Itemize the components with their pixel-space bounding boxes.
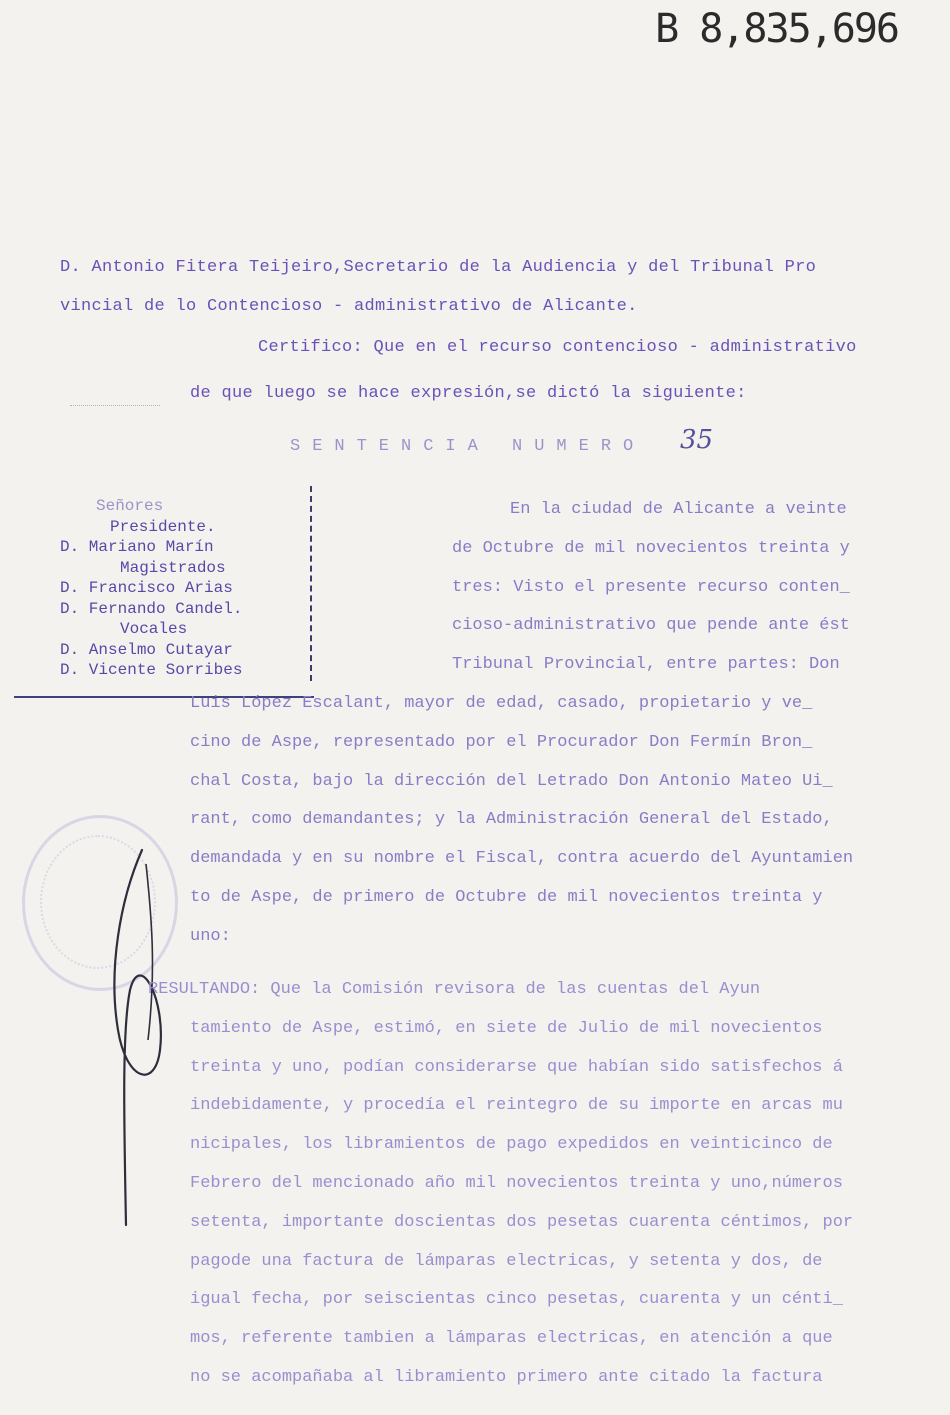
document-serial-number: B 8,835,696 — [655, 6, 898, 52]
resultando-line: treinta y uno, podían considerarse que habían sido satisfechos á — [190, 1057, 843, 1077]
header-line-1: D. Antonio Fitera Teijeiro,Secretario de la Audiencia y del Tribunal Pro — [60, 258, 817, 277]
tribunal-line: Vocales — [120, 620, 188, 638]
resultando-line: tamiento de Aspe, estimó, en siete de Julio de mil novecientos — [190, 1018, 823, 1038]
body-line: Tribunal Provincial, entre partes: Don — [452, 655, 840, 675]
resultando-line: RESULTANDO: Que la Comisión revisora de las cuentas del Ayun — [148, 980, 761, 999]
resultando-line: Febrero del mencionado año mil novecientos treinta y uno,números — [190, 1173, 843, 1193]
body-line: to de Aspe, de primero de Octubre de mil novecientos treinta y — [190, 887, 823, 907]
body-line: chal Costa, bajo la dirección del Letrado Don Antonio Mateo Ui_ — [190, 771, 833, 791]
tribunal-line: D. Fernando Candel. — [60, 599, 243, 618]
tribunal-line: D. Mariano Marín — [60, 538, 214, 556]
sentencia-number-handwritten: 35 — [680, 425, 714, 455]
body-line: uno: — [190, 926, 231, 946]
resultando-line: no se acompañaba al libramiento primero ante citado la factura — [190, 1367, 823, 1387]
resultando-line: mos, referente tambien a lámparas electricas, en atención a que — [190, 1329, 833, 1349]
resultando-line: igual fecha, por seiscientas cinco pesetas, cuarenta y un cénti_ — [190, 1290, 843, 1310]
resultando-line: indebidamente, y procedía el reintegro de su importe en arcas mu — [190, 1096, 843, 1116]
tribunal-line: D. Francisco Arias — [60, 579, 233, 597]
tribunal-line: Presidente. — [110, 517, 216, 536]
margin-dash-mark — [70, 405, 160, 407]
tribunal-line: Magistrados — [120, 558, 226, 577]
body-line: de Octubre de mil novecientos treinta y — [452, 538, 850, 558]
resultando-line: setenta, importante doscientas dos pesetas cuarenta céntimos, por — [190, 1212, 854, 1232]
body-line: rant, como demandantes; y la Administración General del Estado, — [190, 810, 833, 830]
body-line: Luis López Escalant, mayor de edad, casado, propietario y ve_ — [190, 693, 813, 713]
header-line-2: vincial de lo Contencioso - administrativo de Alicante. — [60, 297, 638, 316]
resultando-section — [148, 980, 918, 1407]
tribunal-line: D. Anselmo Cutayar — [60, 640, 233, 659]
sentencia-body — [190, 500, 915, 966]
header-line-4: de que luego se hace expresión,se dictó la siguiente: — [190, 384, 747, 403]
resultando-line: nicipales, los libramientos de pago expedidos en veinticinco de — [190, 1135, 833, 1155]
body-line: En la ciudad de Alicante a veinte — [510, 500, 847, 519]
tribunal-line: Señores — [96, 497, 164, 515]
resultando-line: pagode una factura de lámparas electricas, y setenta y dos, de — [190, 1251, 823, 1271]
body-line: demandada y en su nombre el Fiscal, contra acuerdo del Ayuntamien — [190, 849, 854, 869]
body-line: cioso-administrativo que pende ante ést — [452, 616, 850, 636]
body-line: cino de Aspe, representado por el Procurador Don Fermín Bron_ — [190, 732, 813, 752]
body-line: tres: Visto el presente recurso conten_ — [452, 577, 850, 597]
tribunal-line: D. Vicente Sorribes — [60, 661, 243, 679]
sentencia-title: SENTENCIA NUMERO — [290, 437, 646, 456]
header-line-3: Certifico: Que en el recurso contencioso - administrativo — [258, 338, 857, 357]
